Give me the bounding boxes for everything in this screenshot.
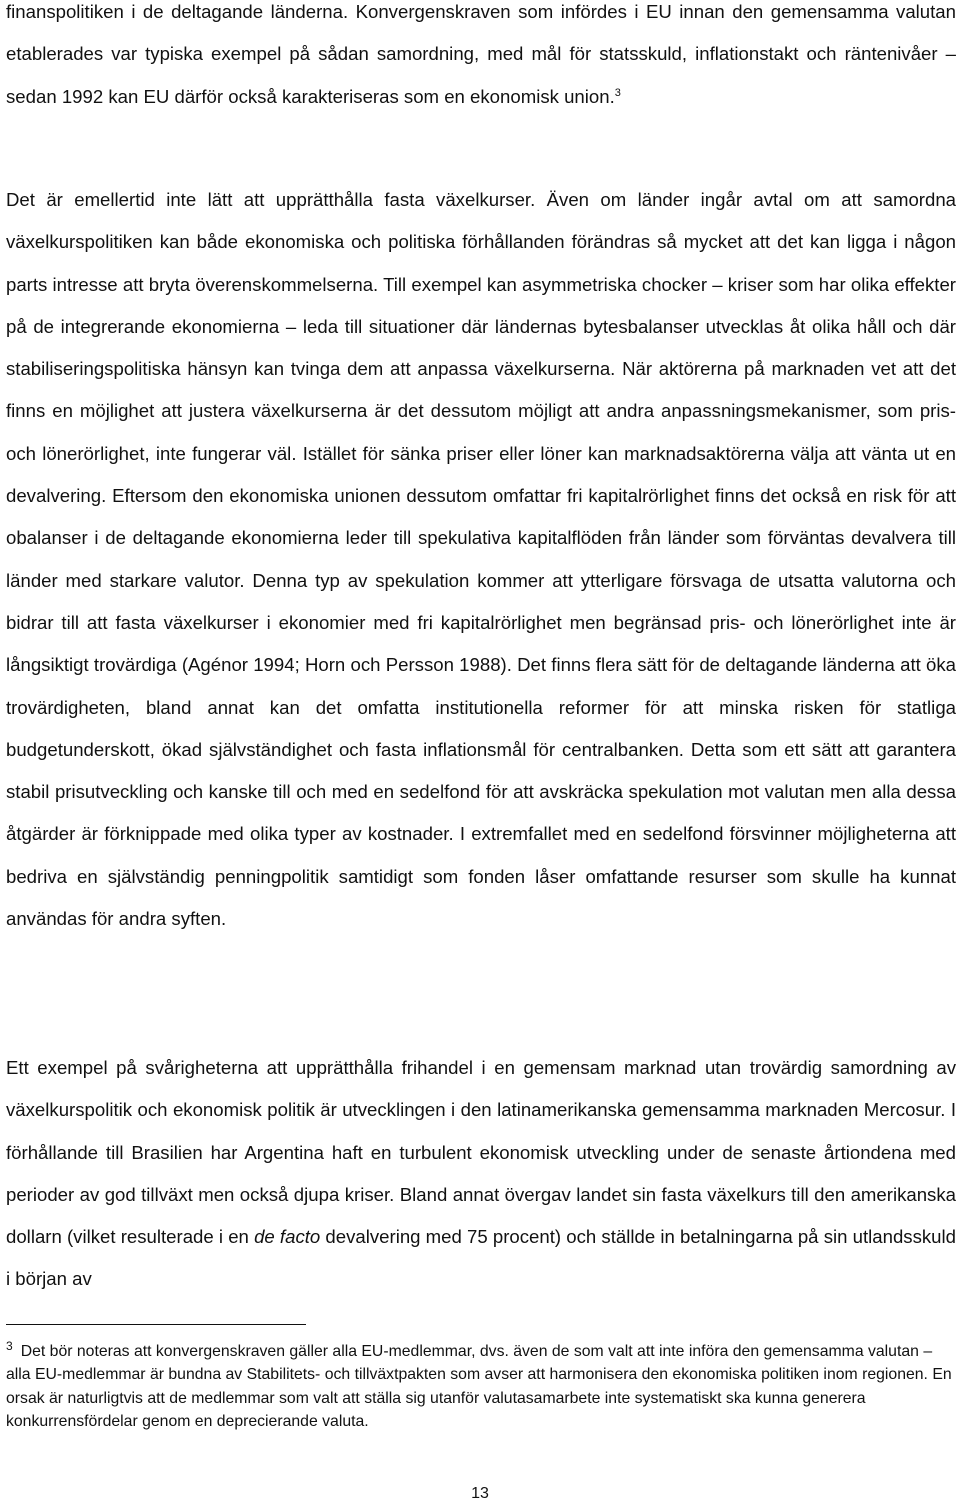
footnote-number: 3 [6,1338,13,1353]
body-paragraph-2: Det är emellertid inte lätt att upprätthålla fasta växelkurser. Även om länder ingår avtal om att samordna växelkurspolitiken kan både ekonomiska och politiska förhållanden förändras så mycket att det kan ligga i någon parts intresse att bryta överenskommelserna. Till exempel kan asymmetriska chocker – kriser som har olika effekter på de integrerande ekonomierna – leda till situationer där ländernas bytesbalanser utvecklas åt olika håll och där stabiliseringspolitiska hänsyn kan tvinga dem att anpassa växelkurserna. När aktörerna på marknaden vet att det finns en möjlighet att justera växelkurserna är det dessutom möjligt att andra anpassningsmekanismer, som pris- och lönerörlighet, inte fungerar väl. Istället för sänka priser eller löner kan marknadsaktörerna välja att vänta ut en devalvering. Eftersom den ekonomiska unionen dessutom omfattar fri kapitalrörlighet finns det också en risk för att obalanser i de deltagande ekonomierna leder till spekulativa kapitalflöden från länder som förväntas devalvera till länder med starkare valutor. Denna typ av spekulation kommer att ytterligare försvaga de utsatta valutorna och bidrar till att fasta växelkurser i ekonomier med fri kapitalrörlighet men begränsad pris- och lönerörlighet inte är långsiktigt trovärdiga (Agénor 1994; Horn och Persson 1988). Det finns flera sätt för de deltagande länderna att öka trovärdigheten, bland annat kan det omfatta institutionella reformer för att minska risken för statliga budgetunderskott, ökad självständighet och fasta inflationsmål för centralbanken. Detta som ett sätt att garantera stabil prisutveckling och kanske till och med en sedelfond för att avskräcka spekulation mot valutan men alla dessa åtgärder är förknippade med olika typer av kostnader. I extremfallet med en sedelfond försvinner möjligheterna att bedriva en självständig penningpolitik samtidigt som fonden låser omfattande resurser som skulle ha kunnat användas för andra syften. [6,189,956,930]
body-paragraph-3 [6,1047,956,1301]
body-paragraph-1 [6,0,956,118]
paragraph-1-text: finanspolitiken i de deltagande länderna. Konvergenskraven som infördes i EU innan den gemensamma valutan etablerades var typiska exempel på sådan samordning, med mål för statsskuld, inflationstakt och räntenivåer – sedan 1992 kan EU därför också karakteriseras som en ekonomisk union. [6,1,956,107]
footnote-text: Det bör noteras att konvergenskraven gäller alla EU-medlemmar, dvs. även de som valt att inte införa den gemensamma valutan – alla EU-medlemmar är bundna av Stabilitets- och tillväxtpakten som avser att harmonisera den ekonomiska politiken inom regionen. En orsak är naturligtvis att de medlemmar som valt att ställa sig utanför valutasamarbete inte systematiskt ska kunna generera konkurrensfördelar genom en deprecierande valuta. [6,1343,952,1430]
footnote-reference: 3 [614,86,621,99]
page-number: 13 [471,1485,489,1502]
paragraph-3-italic-term: de facto [254,1226,321,1248]
footnote-separator [6,1324,306,1325]
paragraph-3-text-start: Ett exempel på svårigheterna att upprätthålla frihandel i en gemensam marknad utan trovärdig samordning av växelkurspolitik och ekonomisk politik är utvecklingen i den latinamerikanska gemensamma marknaden Mercosur. I förhållande till Brasilien har Argentina haft en turbulent ekonomisk utveckling under de senaste årtiondena med perioder av god tillväxt men också djupa kriser. Bland annat övergav landet sin fasta växelkurs till den amerikanska dollarn (vilket resulterade i en [6,1057,956,1248]
footnote [6,1340,956,1433]
paragraph-3-text-end: devalvering med 75 procent) och ställde in betalningarna på sin utlandsskuld i början av [6,1226,956,1290]
